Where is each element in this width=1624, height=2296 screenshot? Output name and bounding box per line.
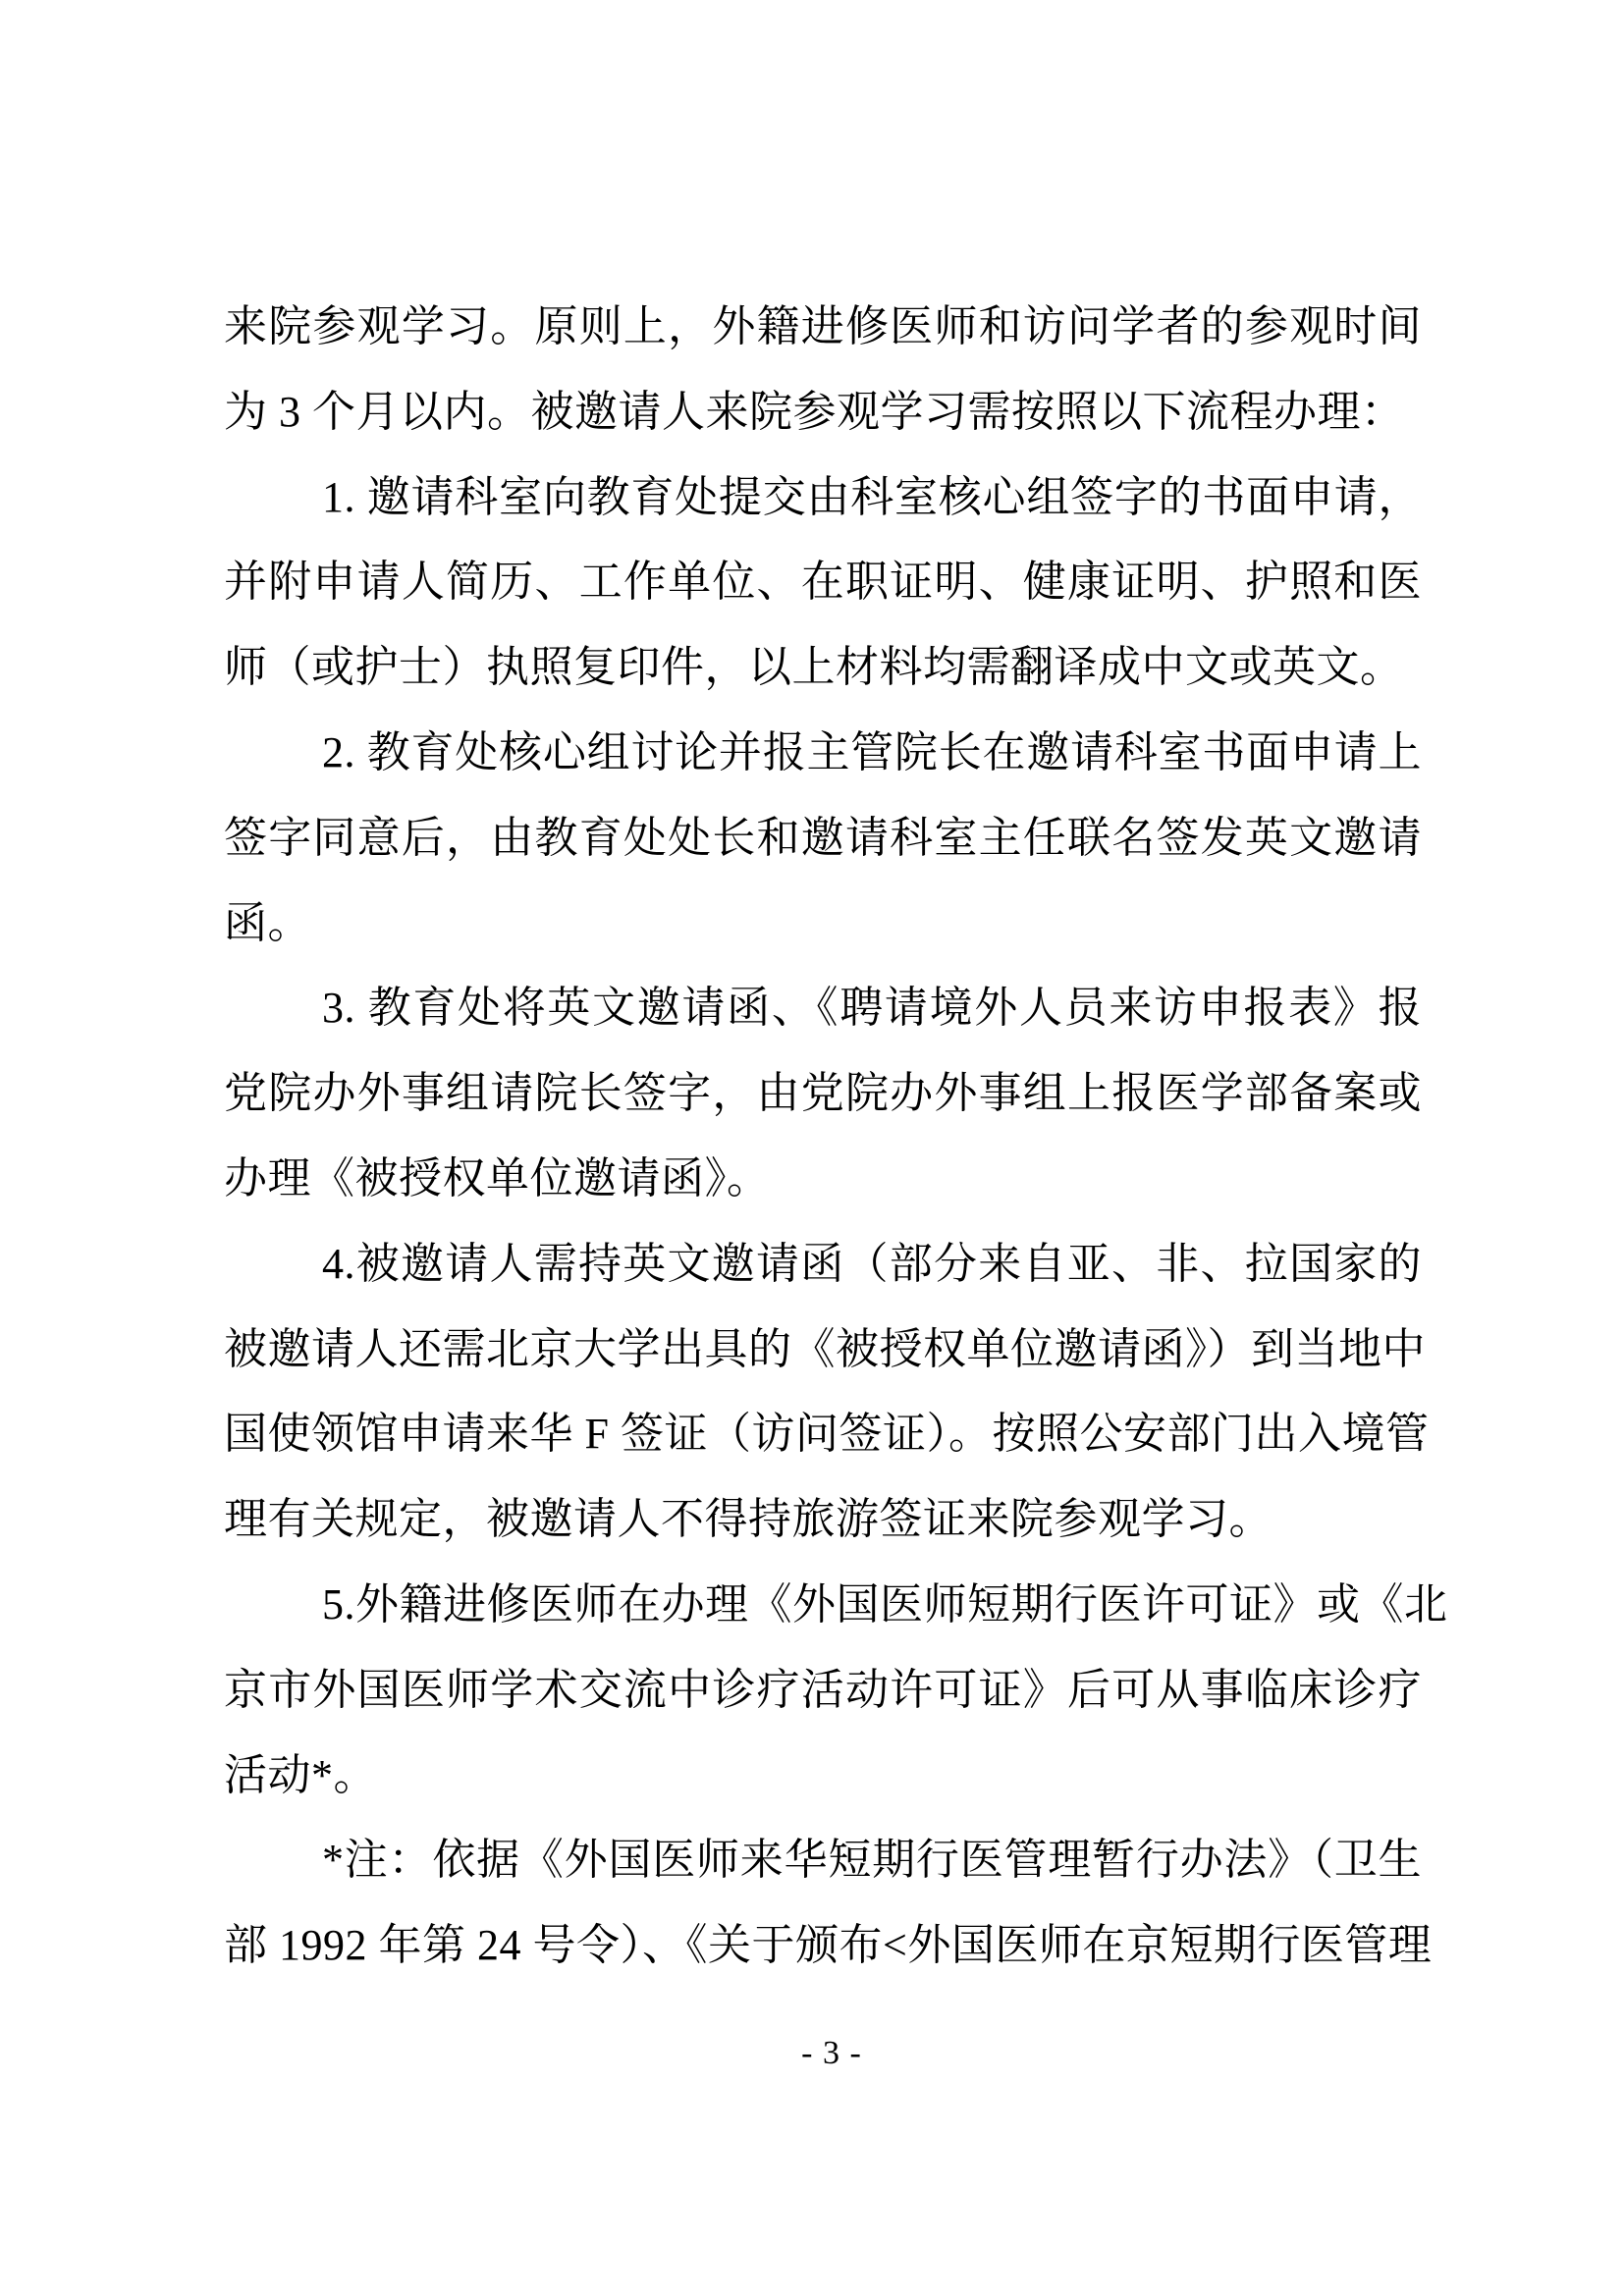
page-footer xyxy=(233,2034,1431,2073)
text-line: 为 3 个月以内。被邀请人来院参观学习需按照以下流程办理： xyxy=(224,387,1405,436)
text-line: 并附申请人简历、工作单位、在职证明、健康证明、护照和医 xyxy=(224,558,1422,607)
text-line: 活动*。 xyxy=(224,1750,377,1799)
page-number: - 3 - xyxy=(801,2035,862,2071)
text-line: 理有关规定，被邀请人不得持旅游签证来院参观学习。 xyxy=(224,1495,1272,1544)
text-line: 函。 xyxy=(224,898,311,947)
text-line: 2. 教育处核心组讨论并报主管院长在邀请科室书面申请上 xyxy=(322,727,1422,776)
text-line: 京市外国医师学术交流中诊疗活动许可证》后可从事临床诊疗 xyxy=(224,1665,1422,1714)
text-line: 4.被邀请人需持英文邀请函（部分来自亚、非、拉国家的 xyxy=(322,1239,1422,1288)
text-line: 党院办外事组请院长签字，由党院办外事组上报医学部备案或 xyxy=(224,1069,1422,1118)
text-line: 办理《被授权单位邀请函》。 xyxy=(224,1153,771,1202)
text-line: 来院参观学习。原则上，外籍进修医师和访问学者的参观时间 xyxy=(224,302,1422,350)
text-line: 签字同意后，由教育处处长和邀请科室主任联名签发英文邀请 xyxy=(224,813,1422,862)
text-line: 5.外籍进修医师在办理《外国医师短期行医许可证》或《北 xyxy=(322,1579,1448,1629)
text-line: 被邀请人还需北京大学出具的《被授权单位邀请函》）到当地中 xyxy=(224,1324,1426,1373)
text-line: 国使领馆申请来华 F 签证（访问签证）。按照公安部门出入境管 xyxy=(224,1410,1430,1459)
text-line: *注：依据《外国医师来华短期行医管理暂行办法》（卫生 xyxy=(322,1836,1422,1885)
body-text xyxy=(224,285,1448,1989)
text-line: 3. 教育处将英文邀请函、《聘请境外人员来访申报表》报 xyxy=(322,984,1422,1033)
text-line: 师（或护士）执照复印件，以上材料均需翻译成中文或英文。 xyxy=(224,643,1404,692)
text-line: 1. 邀请科室向教育处提交由科室核心组签字的书面申请， xyxy=(322,472,1422,521)
text-line: 部 1992 年第 24 号令）、《关于颁布<外国医师在京短期行医管理 xyxy=(224,1921,1433,1970)
